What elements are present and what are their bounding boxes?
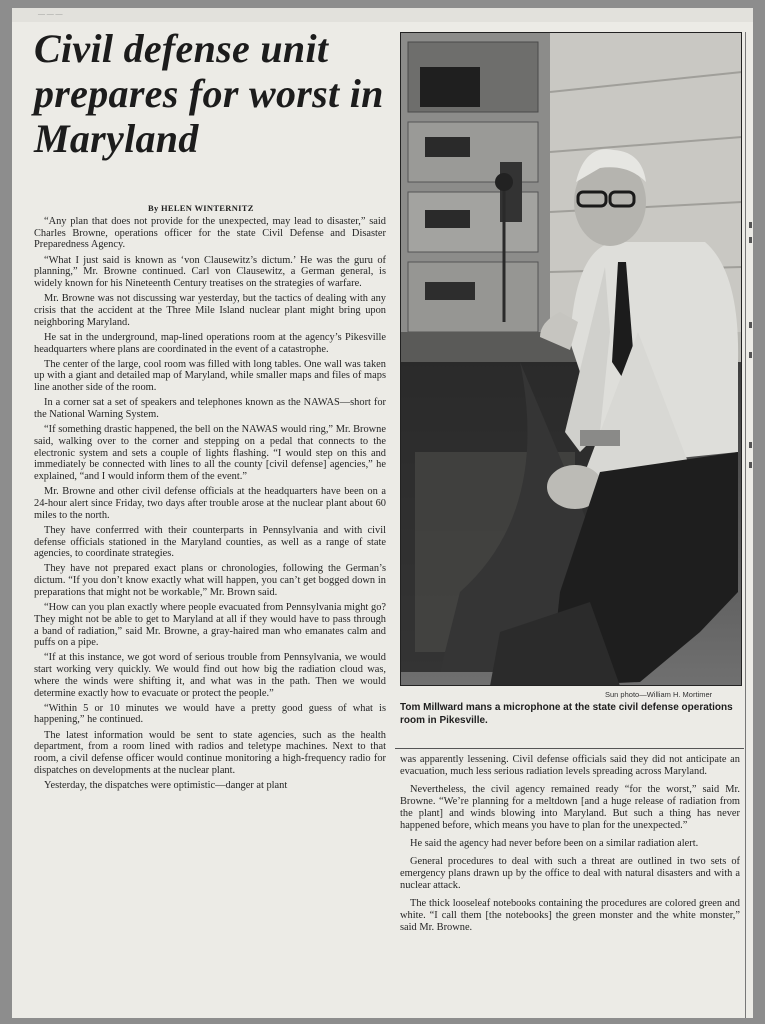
photo-credit: Sun photo—William H. Mortimer [605,690,713,699]
article-paragraph: In a corner sat a set of speakers and telephones known as the NAWAS—short for the National Warning System. [34,397,386,421]
article-paragraph: was apparently lessening. Civil defense officials said they did not anticipate an evacuation, much less serious radiation levels spreading across Maryland. [400,754,740,777]
byline: By HELEN WINTERNITZ [148,203,254,213]
article-paragraph: The latest information would be sent to state agencies, such as the health department, from a room lined with radios and teletype machines. Next to that room, a civil defense officer would continue monitoring a high-frequency radio for dispatches on developments at the nuclear plant. [34,729,386,776]
adjacent-column-edge [748,32,753,1018]
article-paragraph: Mr. Browne was not discussing war yesterday, but the tactics of dealing with any crisis that the accident at the Three Mile Island nuclear plant might bring upon neighboring Maryland. [34,293,386,328]
article-column-right [400,754,740,940]
photo-operations-room [400,32,742,686]
article-paragraph: General procedures to deal with such a threat are outlined in two sets of emergency plans drawn up by the office to deal with natural disasters and with a nuclear attack. [400,856,740,891]
article-paragraph: He sat in the underground, map-lined operations room at the agency’s Pikesville headquarters where plans are coordinated in the event of a catastrophe. [34,331,386,355]
article-paragraph: The thick looseleaf notebooks containing the procedures are colored green and white. “I call them [the notebooks] the green monster and the white monster,” said Mr. Browne. [400,898,740,933]
photo-caption: Tom Millward mans a microphone at the state civil defense operations room in Pikesville. [400,702,733,726]
page-top-strip: — — — [12,8,753,22]
article-paragraph: “Within 5 or 10 minutes we would have a pretty good guess of what is happening,” he continued. [34,702,386,726]
article-paragraph: Yesterday, the dispatches were optimistic—danger at plant [44,779,288,791]
article-paragraph: Mr. Browne and other civil defense officials at the headquarters have been on a 24-hour alert since Friday, two days after trouble arose at the nuclear plant about 60 miles to the north. [34,486,386,521]
article-paragraph: He said the agency had never before been on a similar radiation alert. [410,838,699,849]
article-paragraph: Nevertheless, the civil agency remained ready “for the worst,” said Mr. Browne. “We’re planning for a meltdown [and a huge release of radiation from the plant] and winds blowing into Maryland. But such a thing has never happened before, which means you have to plan for the unexpected.” [400,784,740,831]
article-paragraph: They have not prepared exact plans or chronologies, following the German’s dictum. “If you don’t know exactly what will happen, you can’t get bogged down in preparations that might not be workable,” Mr. Brown said. [34,563,386,598]
article-paragraph: “How can you plan exactly where people evacuated from Pennsylvania might go? They might not be able to get to Maryland at all if they would have to pass through a band of radiation,” said Mr. Browne, a gray-haired man who emanates calm and puffs on a pipe. [34,602,386,649]
headline: Civil defense unit prepares for worst in Maryland [34,26,384,161]
article-paragraph: “If something drastic happened, the bell on the NAWAS would ring,” Mr. Browne said, walking over to the corner and stepping on a pedal that connects to the electronic system and sets a couple of lights flashing. “I would step on this and immediately be connected with lines to all the county [civil defense] agencies,” he explained, “and I would inform them of the event.” [34,424,386,483]
article-paragraph: The center of the large, cool room was filled with long tables. One wall was taken up with a giant and detailed map of Maryland, while smaller maps and files of maps line another side of the room. [34,358,386,394]
column-rule [745,32,746,1018]
article-paragraph: “Any plan that does not provide for the unexpected, may lead to disaster,” said Charles Browne, operations officer for the state Civil Defense and Disaster Preparedness Agency. [34,216,386,251]
news-photo [400,32,742,686]
article-paragraph: They have conferrred with their counterparts in Pennsylvania and with civil defense officials stationed in the Maryland counties, as well as a range of state agencies, to coordinate strategies. [34,524,386,560]
newspaper-page [12,8,753,1018]
article-column-left [34,216,386,795]
article-paragraph: “What I just said is known as ‘von Clausewitz’s dictum.’ He was the guru of planning,” Mr. Browne continued. Carl von Clausewitz, a German general, is widely known for his Nineteenth Century treatises on the strategies of warfare. [34,254,386,290]
caption-divider [395,748,744,749]
article-paragraph: “If at this instance, we got word of serious trouble from Pennsylvania, we would start working very quickly. We would find out how big the radiation cloud was, where the winds were shifting it, and what was in the path. Then we would determine exactly how to evacuate or protect the people.” [34,652,386,699]
